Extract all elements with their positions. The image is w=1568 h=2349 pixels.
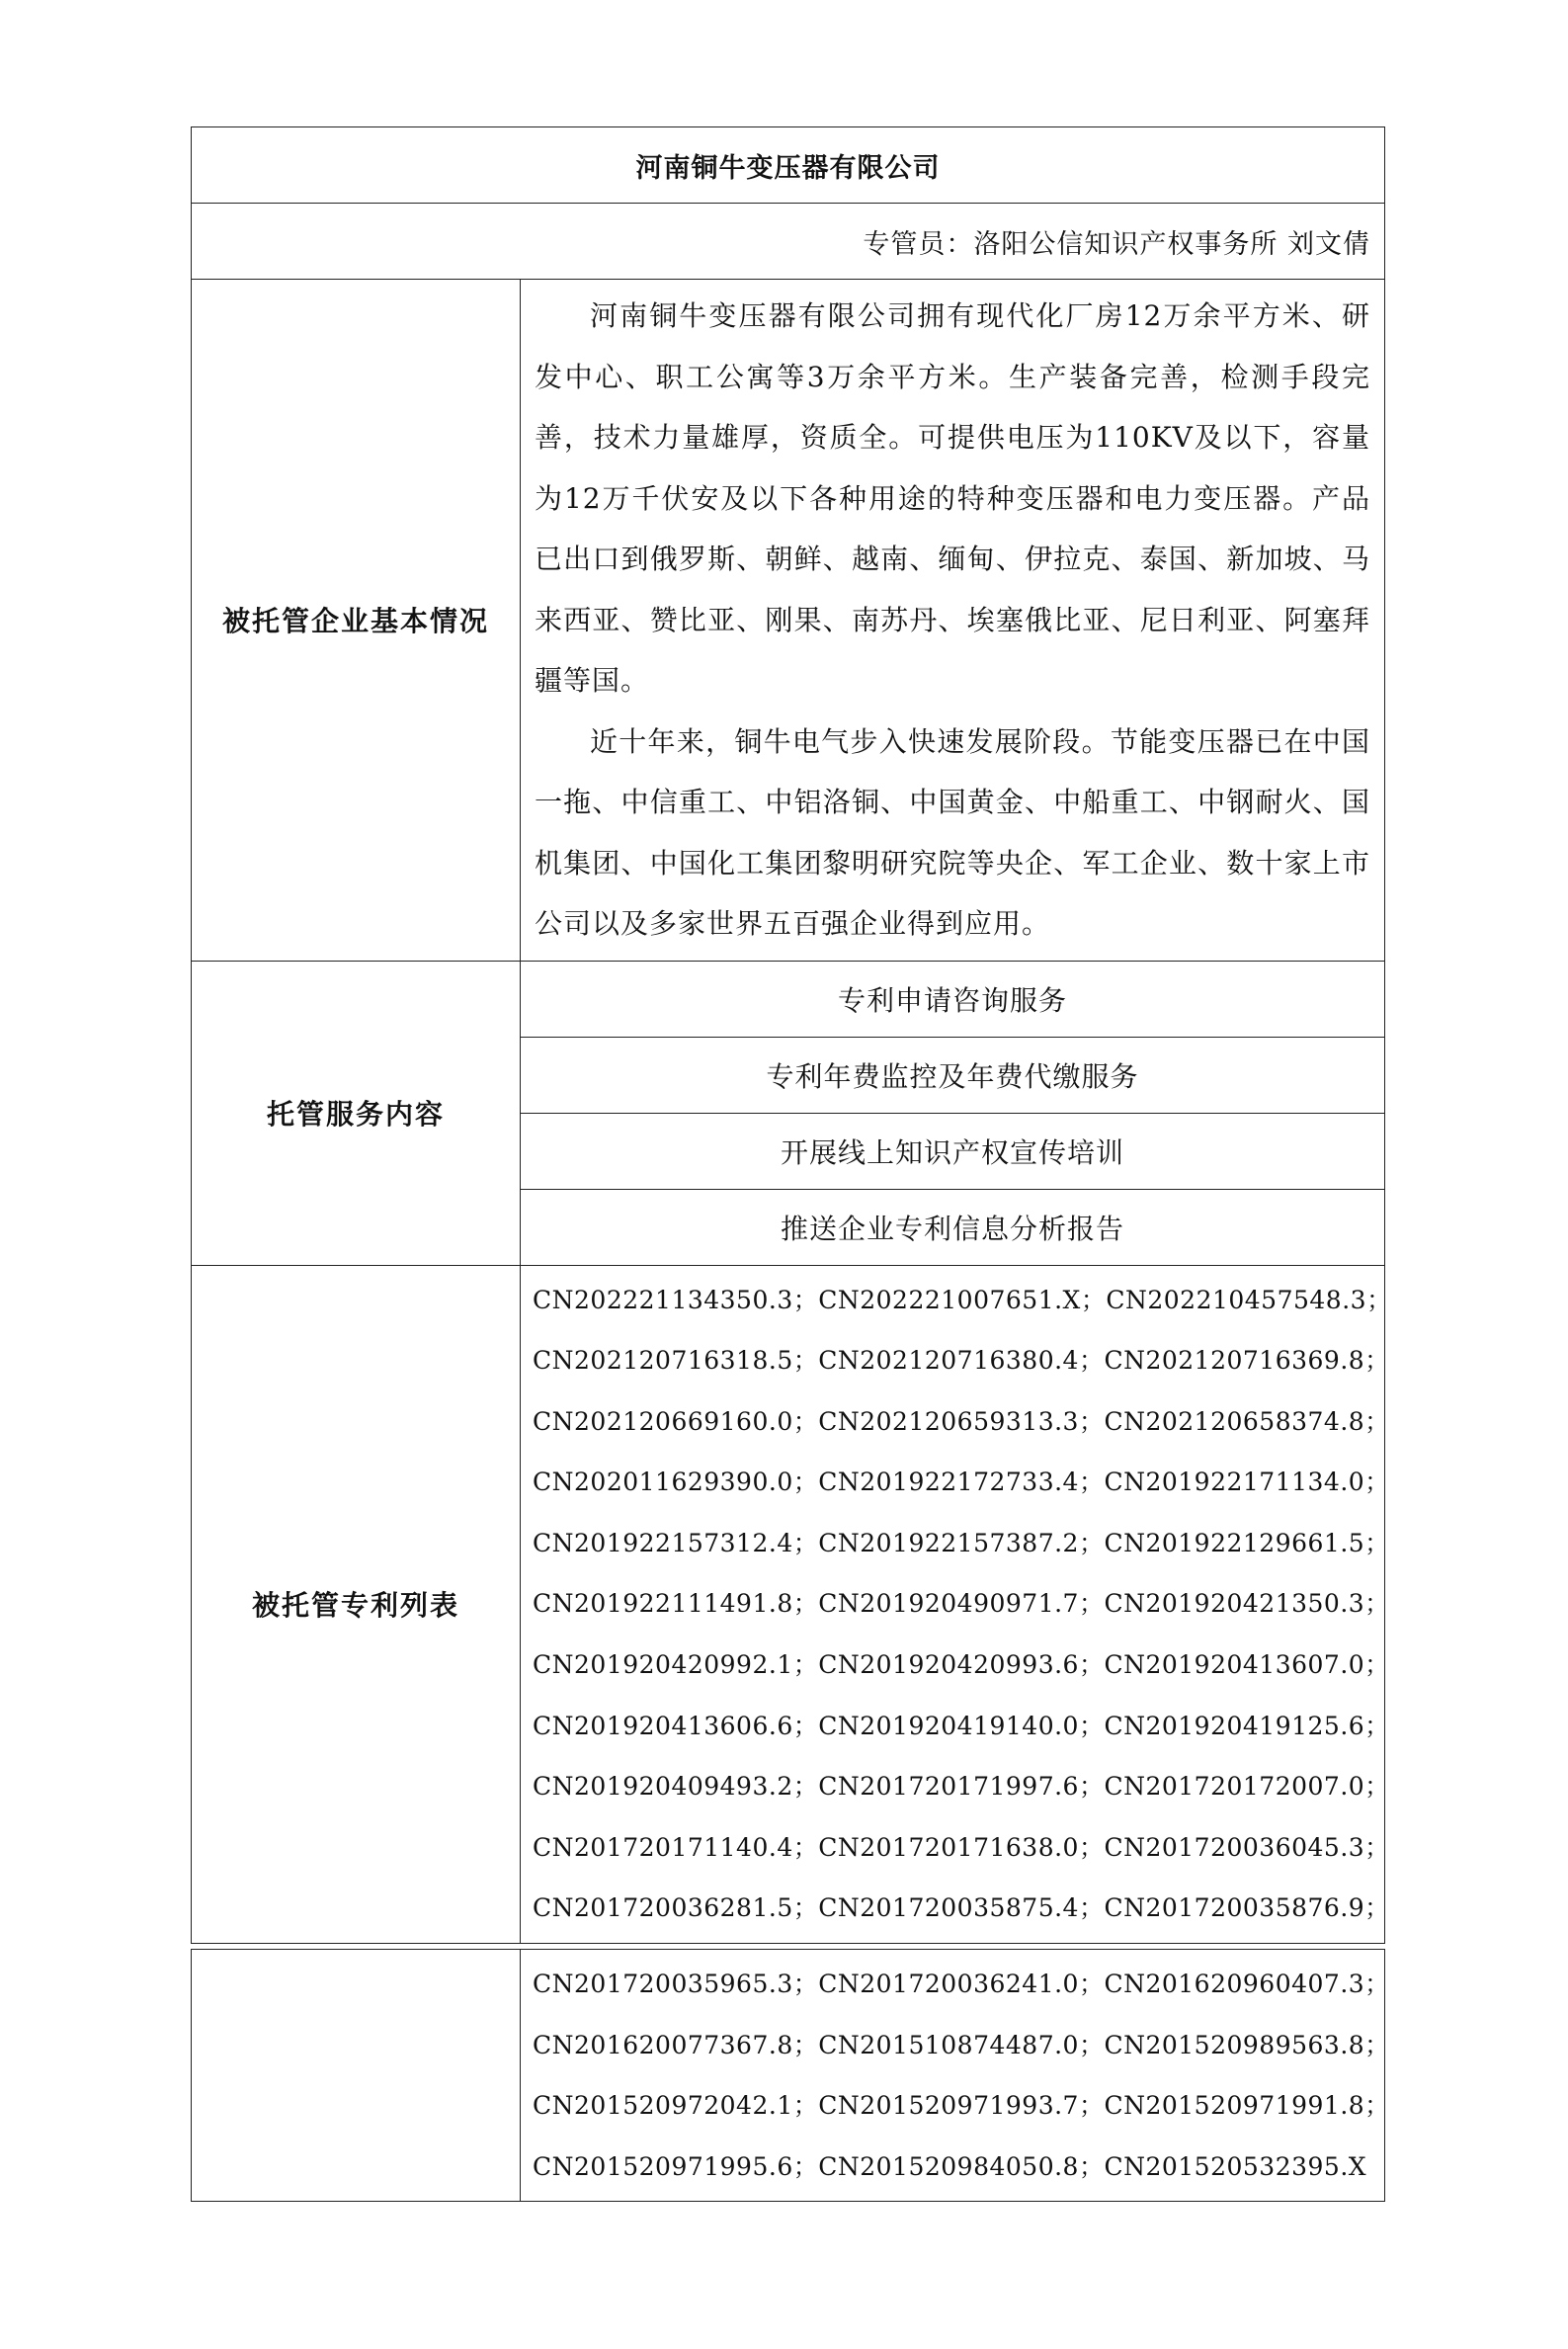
patent-continuation-row [192, 1950, 1385, 2202]
patent-line: CN201520972042.1；CN201520971993.7；CN201520971991.8； [533, 2091, 1390, 2121]
patent-line: CN201720171140.4；CN201720171638.0；CN201720036045.3； [533, 1832, 1390, 1862]
patent-continuation-table [191, 1949, 1390, 2202]
service-item: 专利年费监控及年费代缴服务 [521, 1037, 1385, 1113]
patent-line: CN201520971995.6；CN201520984050.8；CN201520532395.X [533, 2151, 1367, 2181]
patent-line: CN202221134350.3；CN202221007651.X；CN202210457548.3； [533, 1285, 1392, 1314]
services-label: 托管服务内容 [192, 961, 521, 1265]
patent-line: CN201920420992.1；CN201920420993.6；CN201920413607.0； [533, 1650, 1390, 1680]
patent-line: CN201922157312.4；CN201922157387.2；CN201922129661.5； [533, 1528, 1390, 1557]
basic-info-paragraph: 近十年来，铜牛电气步入快速发展阶段。节能变压器已在中国一拖、中信重工、中铝洛铜、中国黄金、中船重工、中钢耐火、国机集团、中国化工集团黎明研究院等央企、军工企业、数十家上市公司以及多家世界五百强企业得到应用。 [535, 724, 1370, 940]
company-row [192, 127, 1385, 204]
patent-line: CN201720036281.5；CN201720035875.4；CN201720035876.9； [533, 1893, 1390, 1923]
company-name: 河南铜牛变压器有限公司 [192, 127, 1385, 204]
patent-line: CN202120716318.5；CN202120716380.4；CN202120716369.8； [533, 1346, 1390, 1376]
patent-list [521, 1265, 1392, 1944]
patent-line: CN201720035965.3；CN201720036241.0；CN201620960407.3； [533, 1970, 1390, 1998]
patent-line: CN201922111491.8；CN201920490971.7；CN201920421350.3； [533, 1589, 1390, 1619]
patent-list-continued [521, 1950, 1390, 2202]
patent-line: CN201620077367.8；CN201510874487.0；CN201520989563.8； [533, 2030, 1390, 2059]
patent-line: CN202120669160.0；CN202120659313.3；CN202120658374.8； [533, 1406, 1390, 1436]
basic-info-paragraph: 河南铜牛变压器有限公司拥有现代化厂房12万余平方米、研发中心、职工公寓等3万余平方米。生产装备完善，检测手段完善，技术力量雄厚，资质全。可提供电压为110KV及以下，容量为12万千伏安及以下各种用途的特种变压器和电力变压器。产品已出口到俄罗斯、朝鲜、越南、缅甸、伊拉克、泰国、新加坡、马来西亚、赞比亚、刚果、南苏丹、埃塞俄比亚、尼日利亚、阿塞拜疆等国。 [535, 299, 1370, 697]
patent-line: CN201920413606.6；CN201920419140.0；CN201920419125.6； [533, 1711, 1390, 1740]
manager-text: 专管员：洛阳公信知识产权事务所 刘文倩 [192, 204, 1385, 280]
basic-info-row [192, 280, 1385, 962]
manager-row [192, 204, 1385, 280]
patent-line: CN202011629390.0；CN201922172733.4；CN201922171134.0； [533, 1468, 1390, 1497]
patent-continuation-label-cell [192, 1950, 521, 2202]
service-row [192, 961, 1385, 1037]
basic-info-label: 被托管企业基本情况 [192, 280, 521, 962]
patents-label: 被托管专利列表 [192, 1265, 521, 1944]
patent-line: CN201920409493.2；CN201720171997.6；CN201720172007.0； [533, 1772, 1390, 1802]
service-item: 推送企业专利信息分析报告 [521, 1189, 1385, 1265]
basic-info-content [521, 280, 1385, 962]
service-item: 开展线上知识产权宣传培训 [521, 1113, 1385, 1189]
service-item: 专利申请咨询服务 [521, 961, 1385, 1037]
patent-row [192, 1265, 1385, 1944]
custody-info-table [191, 126, 1392, 1944]
